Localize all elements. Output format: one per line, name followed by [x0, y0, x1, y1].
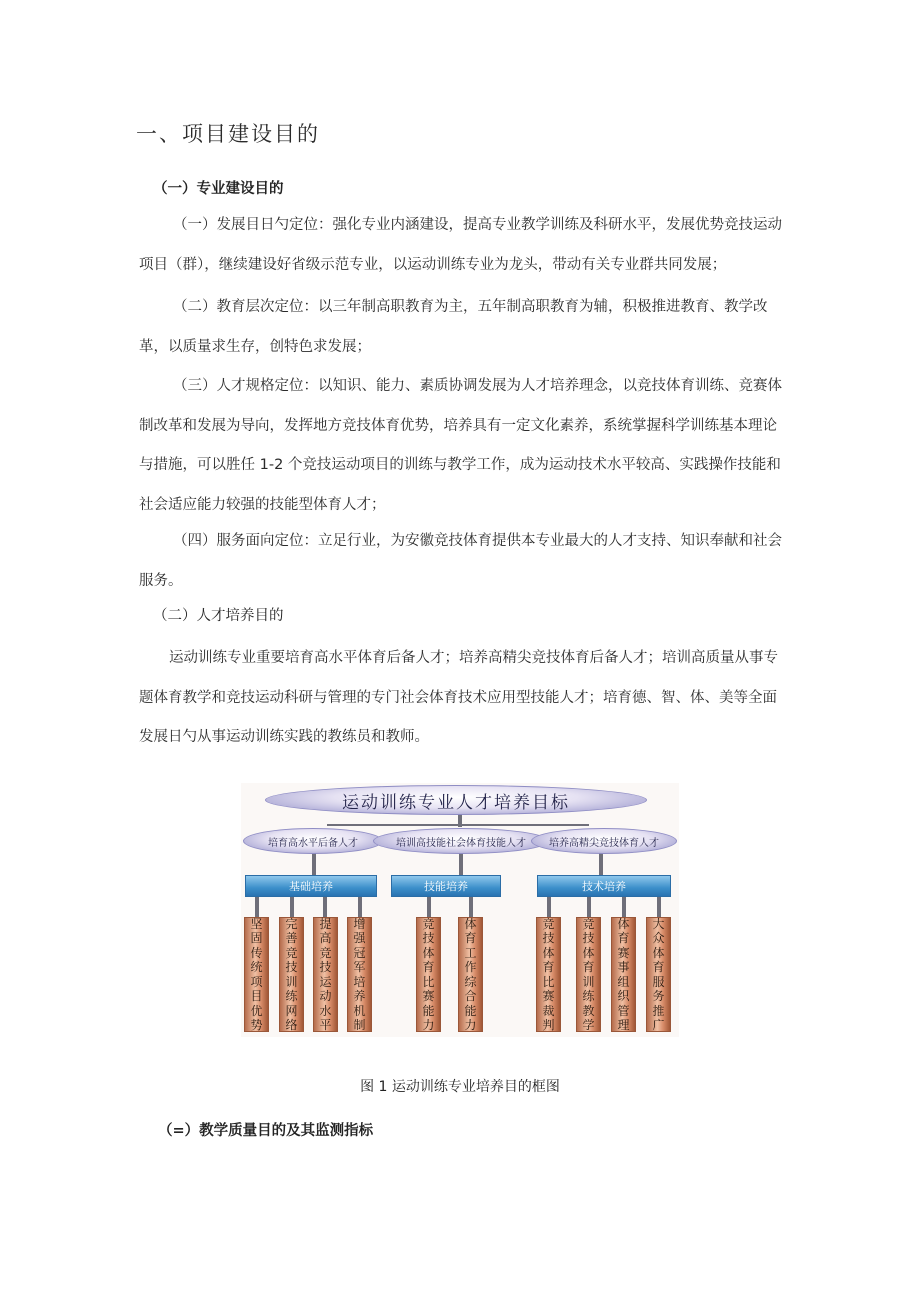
paragraph-service-orientation: （四）服务面向定位：立足行业，为安徽竞技体育提供本专业最大的人才支持、知识奉献和社会服务。: [139, 533, 782, 589]
training-goal-diagram: [241, 783, 679, 1037]
goal-column-8-text: 竞 技 体 育 训 练 教 学: [582, 916, 595, 1032]
level2-bar-skill: 技能培养: [391, 875, 501, 897]
paragraph-education-level: （二）教育层次定位：以三年制高职教育为主，五年制高职教育为辅，积极推进教育、教学改革，以质量求生存，创特色求发展；: [139, 299, 768, 355]
diagram-title-ellipse: [265, 785, 647, 815]
goal-column-10: [646, 917, 671, 1032]
level1-ellipse-3: [531, 828, 677, 854]
goal-column-5-text: 竞 技 体 育 比 赛 能 力: [422, 916, 435, 1032]
level1-label-1: 培育高水平后备人才: [268, 837, 358, 849]
goal-column-6: [458, 917, 483, 1032]
goal-column-1: [244, 917, 269, 1032]
level2-bar-basic: 基础培养: [245, 875, 377, 897]
section-heading: 一、项目建设目的: [136, 122, 320, 146]
paragraph-development-positioning: （一）发展目日勺定位：强化专业内涵建设，提高专业教学训练及科研水平，发展优势竞技运动项目（群），继续建设好省级示范专业，以运动训练专业为龙头，带动有关专业群共同发展；: [139, 217, 782, 273]
subheading-talent-training: （二）人才培养目的: [153, 608, 284, 624]
goal-column-2: [279, 917, 304, 1032]
goal-column-8: [576, 917, 601, 1032]
goal-column-9: [611, 917, 636, 1032]
diagram-title: 运动训练专业人才培养目标: [342, 792, 570, 813]
level1-label-3: 培养高精尖竞技体育人才: [549, 837, 659, 849]
figure-caption: 图 1 运动训练专业培养目的框图: [360, 1079, 560, 1095]
goal-column-4-text: 增 强 冠 军 培 养 机 制: [353, 916, 366, 1032]
goal-column-6-text: 体 育 工 作 综 合 能 力: [464, 916, 477, 1032]
goal-column-1-text: 坚 固 传 统 项 目 优 势: [250, 916, 263, 1032]
connector-top-stem: [458, 813, 462, 827]
subheading-teaching-quality: （=）教学质量目的及其监测指标: [158, 1123, 374, 1139]
level2-bar-technique: 技术培养: [537, 875, 671, 897]
level1-label-2: 培训高技能社会体育技能人才: [396, 837, 526, 849]
paragraph-talent-goals: 运动训练专业重要培育高水平体育后备人才；培养高精尖竞技体育后备人才；培训高质量从事专题体育教学和竞技运动科研与管理的专门社会体育技术应用型技能人才；培育德、智、体、美等全面发展日勺从事运动训练实践的教练员和教师。: [139, 650, 778, 745]
goal-column-7-text: 竞 技 体 育 比 赛 裁 判: [542, 916, 555, 1032]
goal-column-9-text: 体 育 赛 事 组 织 管 理: [617, 916, 630, 1032]
goal-column-10-text: 大 众 体 育 服 务 推 广: [652, 916, 665, 1032]
paragraph-talent-spec: （三）人才规格定位：以知识、能力、素质协调发展为人才培养理念，以竞技体育训练、竞赛体制改革和发展为导向，发挥地方竞技体育优势，培养具有一定文化素养，系统掌握科学训练基本理论与措施，可以胜任 1-2 个竞技运动项目的训练与教学工作，成为运动技术水平较高、实践操作技能和社会适应能力较强的技能型体育人才；: [139, 378, 782, 513]
connector-l1-1: [312, 851, 316, 875]
goal-column-5: [416, 917, 441, 1032]
level1-ellipse-2: [373, 828, 549, 854]
subheading-professional-construction: （一）专业建设目的: [153, 181, 284, 197]
level1-ellipse-1: [243, 828, 383, 854]
connector-l1-2: [459, 851, 463, 875]
goal-column-4: [347, 917, 372, 1032]
goal-column-7: [536, 917, 561, 1032]
goal-column-3-text: 提 高 竞 技 运 动 水 平: [319, 916, 332, 1032]
connector-l1-3: [599, 851, 603, 875]
goal-column-3: [313, 917, 338, 1032]
goal-column-2-text: 完 善 竞 技 训 练 网 络: [285, 916, 298, 1032]
